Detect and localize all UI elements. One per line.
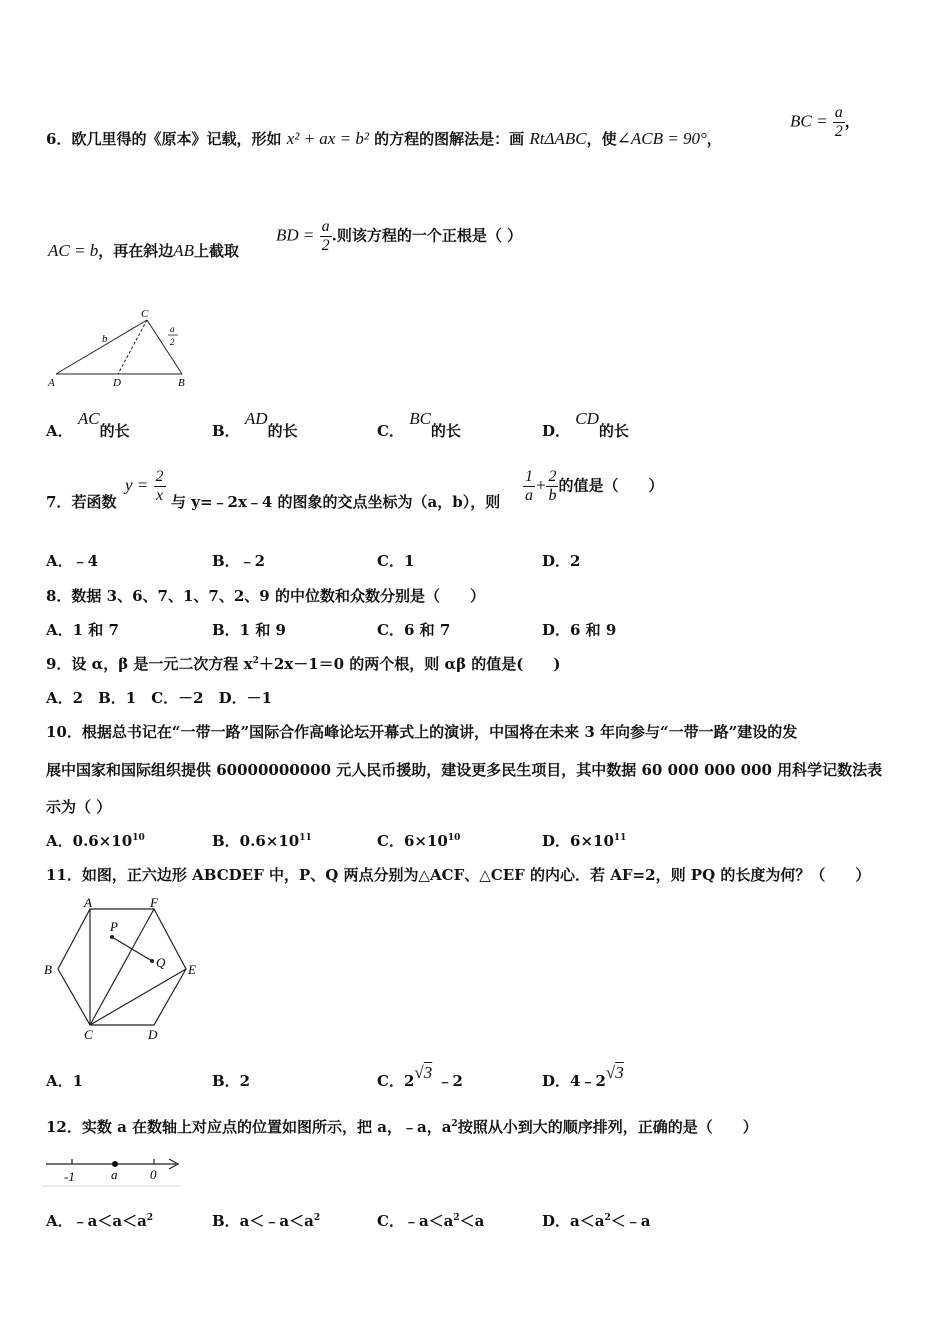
q12-option-d-tail: ＜﹣a bbox=[610, 1212, 651, 1230]
q9-text bbox=[46, 653, 560, 674]
q6-option-c[interactable] bbox=[377, 409, 461, 441]
q11-line-ce bbox=[90, 969, 186, 1025]
q6-option-c-math: BC bbox=[409, 409, 431, 428]
q8-option-b[interactable]: B．1 和 9 bbox=[212, 621, 286, 639]
q8-option-c[interactable]: C．6 和 7 bbox=[377, 621, 451, 639]
q6-option-d-label: D． bbox=[542, 422, 571, 440]
q7-fraction-1-over-a bbox=[523, 468, 535, 505]
q11-line-cf bbox=[90, 909, 154, 1025]
q11-line-pq bbox=[112, 937, 152, 961]
q7-text-3: 的值是（ ） bbox=[558, 476, 664, 495]
q6-option-c-label: C． bbox=[377, 422, 404, 440]
q6-bc-denominator: 2 bbox=[834, 123, 843, 140]
q7-text-start bbox=[46, 491, 116, 512]
q11-option-c-radicand: 3 bbox=[423, 1063, 433, 1082]
q7-function-fraction bbox=[154, 468, 166, 505]
q6-bd-denominator: 2 bbox=[321, 237, 330, 254]
q6-option-b-label: B． bbox=[212, 422, 240, 440]
q6-angle: ∠ACB = 90° bbox=[616, 129, 707, 148]
q7-text-1: 若函数 bbox=[71, 493, 117, 511]
q12-option-d[interactable] bbox=[542, 1210, 650, 1231]
q6-option-b[interactable] bbox=[212, 409, 298, 441]
q12-option-d-text: D．a＜a bbox=[542, 1212, 605, 1230]
q6-option-d-suffix: 的长 bbox=[598, 422, 629, 440]
q12-option-d-sup: 2 bbox=[604, 1213, 611, 1223]
q6-text-3: ，使 bbox=[586, 130, 617, 148]
q10-option-c-base: C．6×10 bbox=[377, 832, 448, 850]
q10-option-a-base: A．0.6×10 bbox=[46, 832, 133, 850]
q12-option-c[interactable] bbox=[377, 1210, 484, 1231]
q6-equation: x² + ax = b² bbox=[286, 129, 369, 148]
q12-label-a: a bbox=[111, 1167, 118, 1182]
q11-option-b[interactable]: B．2 bbox=[212, 1072, 251, 1090]
q6-text-4: ， bbox=[706, 130, 722, 148]
q12-text-b: 按照从小到大的顺序排列，正确的是（ ） bbox=[457, 1118, 758, 1136]
q9-text-b: ＋2x－1＝0 的两个根，则 αβ 的值是( ) bbox=[258, 655, 561, 673]
q6-option-b-suffix: 的长 bbox=[267, 422, 298, 440]
q6-bc-label: BC = bbox=[790, 111, 828, 131]
q6-fig-label-b-side: b bbox=[102, 333, 108, 345]
q7-text-mid bbox=[171, 491, 500, 512]
q11-label-q: Q bbox=[156, 955, 166, 970]
q6-fig-label-c: C bbox=[141, 308, 149, 320]
q11-option-c[interactable] bbox=[377, 1063, 463, 1091]
q6-text-6: ，再在斜边 bbox=[98, 242, 174, 260]
q7-frac2-denominator: b bbox=[548, 487, 557, 504]
q11-hexagon-figure bbox=[40, 895, 210, 1045]
q6-option-d[interactable] bbox=[542, 409, 629, 441]
q10-line-2: 展中国家和国际组织提供 60000000000 元人民币援助，建设更多民生项目，其中数据 60 000 000 000 用科学记数法表 bbox=[46, 761, 883, 779]
q6-option-a-label: A． bbox=[46, 422, 73, 440]
q12-label-minus-one: -1 bbox=[64, 1169, 75, 1184]
q11-label-c: C bbox=[84, 1027, 93, 1042]
q12-text-a: 12．实数 a 在数轴上对应点的位置如图所示，把 a，﹣a，a bbox=[46, 1118, 452, 1136]
q6-text-2: 的方程的图解法是：画 bbox=[374, 130, 525, 148]
q11-label-e: E bbox=[188, 962, 196, 977]
q10-option-d[interactable] bbox=[542, 830, 626, 851]
q6-text-7: 上截取 bbox=[194, 242, 240, 260]
q10-option-b-base: B．0.6×10 bbox=[212, 832, 300, 850]
q11-option-d-radicand: 3 bbox=[615, 1063, 624, 1082]
q6-bd-expr bbox=[276, 218, 522, 255]
q11-option-a[interactable]: A．1 bbox=[46, 1072, 84, 1090]
q11-text: 11．如图，正六边形 ABCDEF 中，P、Q 两点分别为△ACF、△CEF 的内心．若 AF=2，则 PQ 的长度为何？（ ） bbox=[46, 866, 871, 884]
q6-option-a[interactable] bbox=[46, 409, 130, 441]
q6-bc-fraction bbox=[833, 104, 845, 141]
q6-fig-ac bbox=[56, 320, 147, 374]
q12-option-b-text: B．a＜﹣a＜a bbox=[212, 1212, 314, 1230]
q6-bc-expr bbox=[790, 104, 860, 141]
q6-bd-fraction bbox=[320, 218, 332, 255]
q11-point-q bbox=[150, 959, 154, 963]
q11-option-c-coef: C．2 bbox=[377, 1072, 415, 1090]
q11-option-c-tail: ﹣2 bbox=[437, 1072, 463, 1090]
q6-fig-label-a-half-den: 2 bbox=[170, 337, 175, 347]
q9-superscript: 2 bbox=[252, 656, 259, 666]
q12-number-line bbox=[42, 1152, 187, 1188]
q6-option-a-suffix: 的长 bbox=[99, 422, 130, 440]
q6-bd-numerator: a bbox=[321, 218, 330, 235]
q6-text-1: 欧几里得的《原本》记载，形如 bbox=[71, 130, 282, 148]
q7-frac1-numerator: 1 bbox=[525, 468, 533, 485]
q12-option-b-sup: 2 bbox=[313, 1213, 321, 1223]
q12-option-b[interactable] bbox=[212, 1210, 320, 1231]
q6-bd-label: BD = bbox=[276, 225, 315, 245]
q12-option-a-sup: 2 bbox=[146, 1213, 154, 1223]
q7-fraction-2-over-b bbox=[546, 468, 558, 505]
q12-option-a-text: A．﹣a＜a＜a bbox=[46, 1212, 147, 1230]
q10-option-a[interactable] bbox=[46, 830, 145, 851]
q6-fig-cb bbox=[147, 320, 182, 374]
q8-option-d[interactable]: D．6 和 9 bbox=[542, 621, 617, 639]
q8-option-a[interactable]: A．1 和 7 bbox=[46, 621, 119, 639]
q7-function-denominator: x bbox=[155, 487, 164, 504]
q10-line-1: 10．根据总书记在“一带一路”国际合作高峰论坛开幕式上的演讲，中国将在未来 3 年向参与“一带一路”建设的发 bbox=[46, 723, 798, 741]
q7-plus-sign: + bbox=[535, 475, 547, 495]
q7-function-numerator: 2 bbox=[155, 468, 164, 485]
q12-option-c-tail: ＜a bbox=[459, 1212, 485, 1230]
q7-option-a[interactable]: A．﹣4 bbox=[46, 552, 99, 570]
q11-label-a: A bbox=[84, 895, 92, 910]
q6-option-b-math: AD bbox=[244, 409, 268, 428]
q6-triangle-figure bbox=[44, 302, 194, 392]
q10-line-3: 示为（ ） bbox=[46, 798, 112, 816]
q12-text bbox=[46, 1116, 758, 1137]
q7-frac2-numerator: 2 bbox=[548, 468, 557, 485]
q6-option-c-suffix: 的长 bbox=[430, 422, 461, 440]
q12-option-c-sup: 2 bbox=[453, 1213, 460, 1223]
q7-frac1-denominator: a bbox=[525, 487, 533, 504]
q6-bc-numerator: a bbox=[834, 104, 843, 121]
q6-fig-label-b: B bbox=[178, 377, 185, 389]
q7-option-c[interactable]: C．1 bbox=[377, 552, 415, 570]
q7-option-b[interactable]: B．﹣2 bbox=[212, 552, 266, 570]
q10-option-b[interactable] bbox=[212, 830, 312, 851]
q10-option-b-exp: 11 bbox=[299, 833, 312, 843]
q7-function-expr bbox=[125, 468, 166, 505]
q11-label-b: B bbox=[44, 962, 52, 977]
q10-option-d-exp: 11 bbox=[613, 833, 627, 843]
q11-label-d: D bbox=[148, 1027, 158, 1042]
q12-option-c-text: C．﹣a＜a bbox=[377, 1212, 454, 1230]
q6-option-d-math: CD bbox=[575, 409, 599, 428]
q6-number: 6． bbox=[46, 130, 72, 148]
q10-option-c[interactable] bbox=[377, 830, 460, 851]
q6-text-8: .则该方程的一个正根是（ ） bbox=[331, 226, 523, 245]
q12-superscript: 2 bbox=[451, 1119, 458, 1129]
q12-label-zero: 0 bbox=[150, 1167, 157, 1182]
q6-ac: AC = b bbox=[48, 241, 99, 260]
q10-option-c-exp: 10 bbox=[447, 833, 461, 843]
q12-option-a[interactable] bbox=[46, 1210, 153, 1231]
q10-option-a-exp: 10 bbox=[132, 833, 145, 843]
q7-y-label: y = bbox=[125, 475, 149, 495]
q7-number: 7． bbox=[46, 493, 72, 511]
q11-option-c-sqrt: √3 bbox=[414, 1063, 433, 1082]
q11-label-f: F bbox=[150, 895, 158, 910]
q7-text-2: 与 y=﹣2x﹣4 的图象的交点坐标为（a，b），则 bbox=[171, 493, 501, 511]
q9-options[interactable]: A．2 B．1 C．－2 D．－1 bbox=[46, 689, 273, 707]
q7-sum-expr bbox=[523, 468, 664, 505]
q6-text-5: ， bbox=[844, 112, 860, 131]
q11-option-d-sqrt: √3 bbox=[605, 1063, 624, 1082]
q6-fig-label-d: D bbox=[113, 377, 121, 389]
q11-point-p bbox=[110, 935, 114, 939]
q11-label-p: P bbox=[110, 919, 118, 934]
q6-line2 bbox=[48, 240, 239, 261]
q6-ab: AB bbox=[173, 241, 194, 260]
q6-option-a-math: AC bbox=[77, 409, 100, 428]
q6-fig-label-a-half-num: a bbox=[170, 324, 175, 334]
q6-fig-label-a: A bbox=[48, 377, 55, 389]
q11-option-d[interactable] bbox=[542, 1063, 624, 1091]
q8-text: 8．数据 3、6、7、1、7、2、9 的中位数和众数分别是（ ） bbox=[46, 587, 485, 605]
q6-rt-triangle: RtΔABC bbox=[529, 129, 587, 148]
q11-option-d-expr: D．4﹣2 bbox=[542, 1072, 606, 1090]
q10-option-d-base: D．6×10 bbox=[542, 832, 614, 850]
q9-text-a: 9．设 α，β 是一元二次方程 x bbox=[46, 655, 253, 673]
q6-line1 bbox=[46, 128, 722, 149]
q7-option-d[interactable]: D．2 bbox=[542, 552, 581, 570]
